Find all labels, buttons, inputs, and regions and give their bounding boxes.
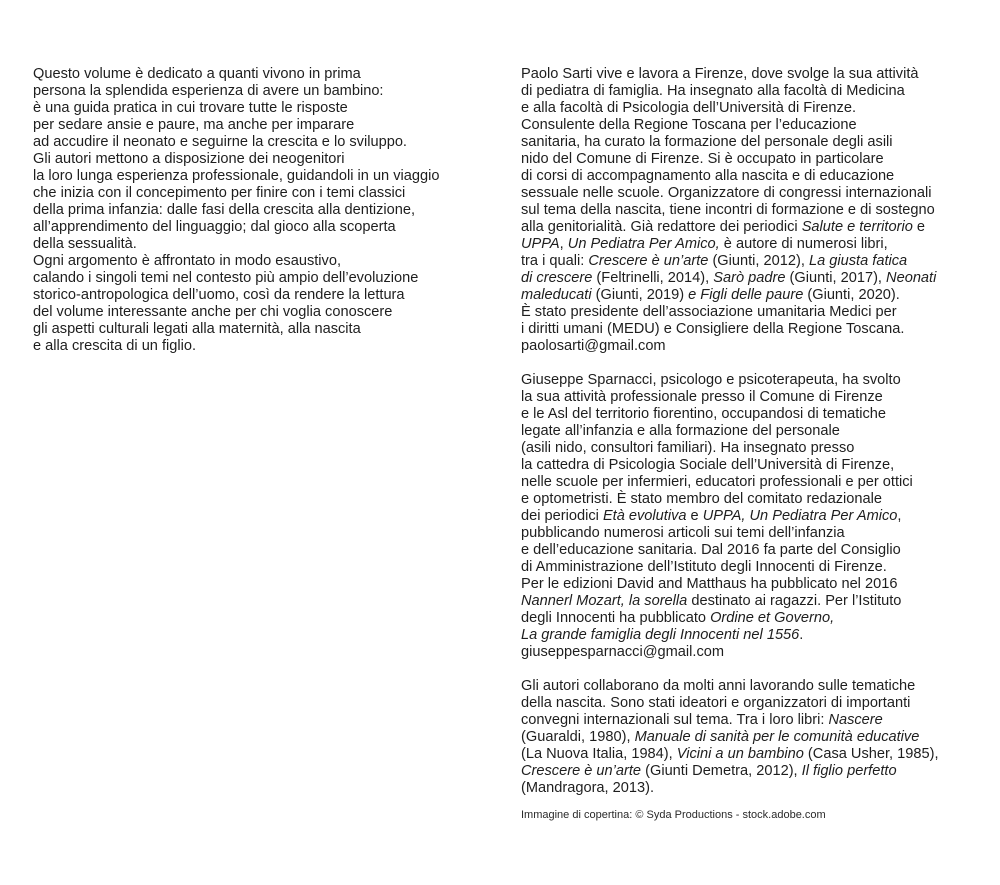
text-segment: (asili nido, consultori familiari). Ha insegnato presso xyxy=(521,440,855,456)
text-line xyxy=(521,610,981,627)
italic-title: maleducati xyxy=(521,287,592,303)
italic-title: Il figlio perfetto xyxy=(801,763,897,779)
text-line xyxy=(521,576,981,593)
text-segment: sul tema della nascita, tiene incontri di formazione e di sostegno xyxy=(521,202,935,218)
text-segment: È stato presidente dell’associazione umanitaria Medici per xyxy=(521,304,897,320)
text-segment: all’apprendimento del linguaggio; dal gioco alla scoperta xyxy=(33,219,396,235)
text-segment: Questo volume è dedicato a quanti vivono in prima xyxy=(33,66,361,82)
text-line xyxy=(33,151,483,168)
text-segment: che inizia con il concepimento per finire con i temi classici xyxy=(33,185,406,201)
italic-title: Crescere è un’arte xyxy=(521,763,642,779)
text-segment: Consulente della Regione Toscana per l’educazione xyxy=(521,117,857,133)
text-segment: è una guida pratica in cui trovare tutte le risposte xyxy=(33,100,348,116)
text-line xyxy=(521,440,981,457)
italic-title: La grande famiglia degli Innocenti nel 1556 xyxy=(521,627,800,643)
text-line xyxy=(521,253,981,270)
text-segment: e alla crescita di un figlio. xyxy=(33,338,197,354)
italic-title: Nascere xyxy=(828,712,883,728)
italic-title: Salute e territorio xyxy=(801,219,913,235)
text-line xyxy=(521,321,981,338)
italic-title: Nannerl Mozart, la sorella xyxy=(521,593,688,609)
text-segment: nelle scuole per infermieri, educatori professionali e per ottici xyxy=(521,474,913,490)
text-line xyxy=(521,695,981,712)
text-line xyxy=(33,83,483,100)
text-segment: sanitaria, ha curato la formazione del personale degli asili xyxy=(521,134,893,150)
text-line xyxy=(521,525,981,542)
text-segment: tra i quali: xyxy=(521,253,589,269)
italic-title: Un Pediatra Per Amico, xyxy=(567,236,720,252)
text-segment: pubblicando numerosi articoli sui temi dell’infanzia xyxy=(521,525,845,541)
text-segment: sessuale nelle scuole. Organizzatore di congressi internazionali xyxy=(521,185,932,201)
text-line xyxy=(521,66,981,83)
text-segment: Gli autori collaborano da molti anni lavorando sulle tematiche xyxy=(521,678,916,694)
text-segment: la cattedra di Psicologia Sociale dell’Università di Firenze, xyxy=(521,457,895,473)
text-segment: . xyxy=(799,627,804,643)
text-segment: legate all’infanzia e alla formazione del personale xyxy=(521,423,840,439)
text-segment: di Amministrazione dell’Istituto degli Innocenti di Firenze. xyxy=(521,559,887,575)
text-line xyxy=(33,287,483,304)
text-line xyxy=(521,372,981,389)
text-segment: è autore di numerosi libri, xyxy=(719,236,888,252)
text-segment: persona la splendida esperienza di avere un bambino: xyxy=(33,83,384,99)
text-line xyxy=(521,100,981,117)
text-line xyxy=(521,168,981,185)
bio-paolo-sarti xyxy=(521,66,981,355)
text-line xyxy=(521,712,981,729)
text-segment: , xyxy=(559,236,568,252)
text-line xyxy=(33,270,483,287)
text-line xyxy=(521,780,981,797)
text-line xyxy=(521,559,981,576)
text-line xyxy=(521,474,981,491)
text-line xyxy=(521,542,981,559)
text-segment: (Mandragora, 2013). xyxy=(521,780,655,796)
text-segment: la sua attività professionale presso il Comune di Firenze xyxy=(521,389,883,405)
text-line xyxy=(521,746,981,763)
text-segment: destinato ai ragazzi. Per l’Istituto xyxy=(687,593,902,609)
text-segment: (Giunti, 2020). xyxy=(803,287,900,303)
text-line xyxy=(521,338,981,355)
bio-giuseppe-sparnacci xyxy=(521,372,981,661)
text-line xyxy=(521,389,981,406)
text-line xyxy=(33,202,483,219)
italic-title: UPPA xyxy=(521,236,560,252)
text-line xyxy=(33,219,483,236)
text-line xyxy=(521,117,981,134)
italic-title: La giusta fatica xyxy=(808,253,908,269)
italic-title: Sarò padre xyxy=(713,270,786,286)
text-segment: della prima infanzia: dalle fasi della crescita alla dentizione, xyxy=(33,202,416,218)
text-line xyxy=(521,151,981,168)
italic-title: e Figli delle paure xyxy=(688,287,804,303)
text-line xyxy=(521,185,981,202)
italic-title: UPPA, Un Pediatra Per Amico xyxy=(702,508,898,524)
text-segment: alla genitorialità. Già redattore dei periodici xyxy=(521,219,802,235)
italic-title: Età evolutiva xyxy=(602,508,687,524)
text-segment: gli aspetti culturali legati alla maternità, alla nascita xyxy=(33,321,361,337)
text-segment: (Giunti, 2012), xyxy=(708,253,809,269)
text-segment: (Giunti, 2019) xyxy=(591,287,689,303)
text-line xyxy=(521,593,981,610)
text-line xyxy=(521,219,981,236)
text-segment: (La Nuova Italia, 1984), xyxy=(521,746,677,762)
text-line xyxy=(33,304,483,321)
text-line xyxy=(33,236,483,253)
text-line xyxy=(521,270,981,287)
italic-title: Ordine et Governo, xyxy=(710,610,835,626)
text-segment: i diritti umani (MEDU) e Consigliere della Regione Toscana. xyxy=(521,321,905,337)
text-segment: del volume interessante anche per chi voglia conoscere xyxy=(33,304,393,320)
text-segment: e le Asl del territorio fiorentino, occupandosi di tematiche xyxy=(521,406,887,422)
text-line xyxy=(521,134,981,151)
text-segment: di corsi di accompagnamento alla nascita e di educazione xyxy=(521,168,895,184)
text-segment: e xyxy=(686,508,703,524)
intro-paragraph xyxy=(33,66,483,355)
text-segment: (Casa Usher, 1985), xyxy=(803,746,939,762)
italic-title: Vicini a un bambino xyxy=(676,746,804,762)
text-segment: Gli autori mettono a disposizione dei neogenitori xyxy=(33,151,345,167)
text-line xyxy=(33,66,483,83)
text-line xyxy=(521,627,981,644)
author-name: Paolo Sarti xyxy=(521,66,593,82)
text-segment: la loro lunga esperienza professionale, guidandoli in un viaggio xyxy=(33,168,440,184)
text-segment: ad accudire il neonato e seguirne la crescita e lo sviluppo. xyxy=(33,134,407,150)
author-name: Giuseppe Sparnacci xyxy=(521,372,653,388)
text-segment: paolosarti@gmail.com xyxy=(521,338,666,354)
text-segment: (Giunti Demetra, 2012), xyxy=(641,763,802,779)
text-segment: convegni internazionali sul tema. Tra i loro libri: xyxy=(521,712,829,728)
text-line xyxy=(521,202,981,219)
text-line xyxy=(521,491,981,508)
italic-title: di crescere xyxy=(521,270,593,286)
text-line xyxy=(33,321,483,338)
left-column xyxy=(33,66,483,355)
text-segment: di pediatra di famiglia. Ha insegnato alla facoltà di Medicina xyxy=(521,83,905,99)
text-line xyxy=(521,304,981,321)
text-segment: , xyxy=(897,508,902,524)
text-line xyxy=(33,117,483,134)
text-segment: e xyxy=(912,219,925,235)
right-column xyxy=(521,66,981,822)
text-segment: vive e lavora a Firenze, dove svolge la sua attività xyxy=(592,66,919,82)
text-segment: per sedare ansie e paure, ma anche per imparare xyxy=(33,117,355,133)
text-segment: giuseppesparnacci@gmail.com xyxy=(521,644,725,660)
text-line xyxy=(521,644,981,661)
text-segment: e alla facoltà di Psicologia dell’Università di Firenze. xyxy=(521,100,857,116)
text-segment: della sessualità. xyxy=(33,236,137,252)
text-line xyxy=(521,729,981,746)
collaboration-paragraph xyxy=(521,678,981,797)
text-line xyxy=(521,236,981,253)
text-segment: Ogni argomento è affrontato in modo esaustivo, xyxy=(33,253,342,269)
text-line xyxy=(521,83,981,100)
text-line xyxy=(33,338,483,355)
text-segment: degli Innocenti ha pubblicato xyxy=(521,610,711,626)
italic-title: Crescere è un’arte xyxy=(588,253,709,269)
text-segment: (Guaraldi, 1980), xyxy=(521,729,635,745)
text-segment: e dell’educazione sanitaria. Dal 2016 fa parte del Consiglio xyxy=(521,542,901,558)
text-line xyxy=(33,168,483,185)
text-line xyxy=(33,185,483,202)
text-segment: dei periodici xyxy=(521,508,603,524)
cover-image-credit: Immagine di copertina: © Syda Productions - stock.adobe.com xyxy=(521,809,826,821)
text-segment: e optometristi. È stato membro del comitato redazionale xyxy=(521,491,882,507)
paragraph-gap xyxy=(521,355,981,372)
text-line xyxy=(521,423,981,440)
italic-title: Neonati xyxy=(886,270,937,286)
text-segment: della nascita. Sono stati ideatori e organizzatori di importanti xyxy=(521,695,911,711)
text-segment: storico-antropologica dell’uomo, così da rendere la lettura xyxy=(33,287,405,303)
italic-title: Manuale di sanità per le comunità educative xyxy=(634,729,920,745)
text-line xyxy=(33,100,483,117)
text-segment: calando i singoli temi nel contesto più ampio dell’evoluzione xyxy=(33,270,419,286)
text-line xyxy=(521,287,981,304)
text-segment: (Feltrinelli, 2014), xyxy=(592,270,714,286)
text-line xyxy=(521,763,981,780)
text-line xyxy=(521,457,981,474)
paragraph-gap xyxy=(521,661,981,678)
text-segment: , psicologo e psicoterapeuta, ha svolto xyxy=(652,372,901,388)
text-segment: (Giunti, 2017), xyxy=(785,270,887,286)
text-line xyxy=(521,508,981,525)
text-line xyxy=(521,406,981,423)
text-segment: nido del Comune di Firenze. Si è occupato in particolare xyxy=(521,151,884,167)
text-line xyxy=(33,134,483,151)
text-line xyxy=(33,253,483,270)
text-line xyxy=(521,678,981,695)
text-segment: Per le edizioni David and Matthaus ha pubblicato nel 2016 xyxy=(521,576,898,592)
